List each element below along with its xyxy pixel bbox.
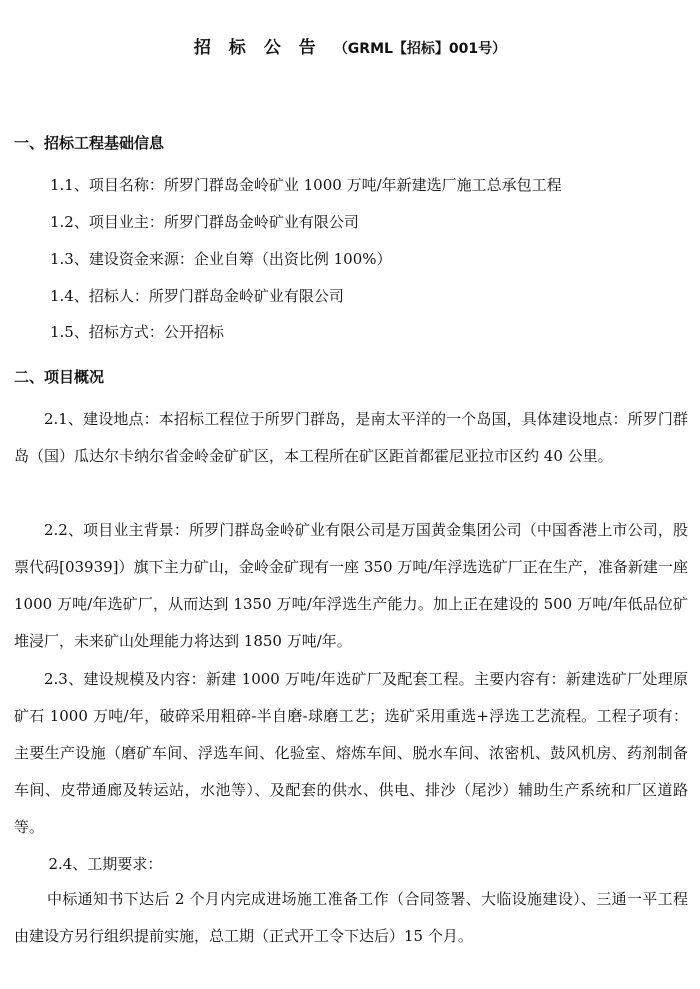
paragraph-owner-background: 2.2、项目业主背景：所罗门群岛金岭矿业有限公司是万国黄金集团公司（中国香港上市公司，股票代码[03939]）旗下主力矿山，金岭金矿现有一座 350 万吨/年浮选选矿厂正在生产，准备新建一座 1000 万吨/年选矿厂，从而达到 1350 万吨/年浮选生产能力。加上正在建设的 500 万吨/年低品位矿堆浸厂，未来矿山处理能力将达到 1850 万吨/年。 — [14, 521, 688, 650]
paragraph-schedule-heading: 2.4、工期要求： — [48, 855, 163, 873]
notice-title-main: 招标公告 — [193, 38, 334, 58]
section-2-heading: 二、项目概况 — [14, 368, 105, 386]
notice-title — [0, 36, 700, 61]
item-funding-source: 1.3、建设资金来源：企业自筹（出资比例 100%） — [50, 250, 392, 268]
paragraph-schedule: 中标通知书下达后 2 个月内完成进场施工准备工作（合同签署、大临设施建设）、三通一平工程由建设方另行组织提前实施，总工期（正式开工令下达后）15 个月。 — [14, 890, 688, 945]
item-tenderer: 1.4、招标人：所罗门群岛金岭矿业有限公司 — [50, 287, 344, 305]
item-project-name: 1.1、项目名称：所罗门群岛金岭矿业 1000 万吨/年新建选厂施工总承包工程 — [50, 176, 562, 194]
item-project-owner: 1.2、项目业主：所罗门群岛金岭矿业有限公司 — [50, 213, 359, 231]
paragraph-scale-content: 2.3、建设规模及内容：新建 1000 万吨/年选矿厂及配套工程。主要内容有：新建选矿厂处理原矿石 1000 万吨/年，破碎采用粗碎-半自磨-球磨工艺；选矿采用重选+浮选工艺流程。工程子项有：主要生产设施（磨矿车间、浮选车间、化验室、熔炼车间、脱水车间、浓密机、鼓风机房、药剂制备车间、皮带通廊及转运站，水池等）、及配套的供水、供电、排沙（尾沙）辅助生产系统和厂区道路等。 — [14, 670, 688, 836]
section-1-heading: 一、招标工程基础信息 — [14, 134, 165, 152]
paragraph-location: 2.1、建设地点：本招标工程位于所罗门群岛，是南太平洋的一个岛国，具体建设地点：所罗门群岛（国）瓜达尔卡纳尔省金岭金矿矿区，本工程所在矿区距首都霍尼亚拉市区约 40 公里。 — [14, 410, 688, 465]
notice-number: （GRML【招标】001号） — [333, 41, 507, 57]
item-tender-method: 1.5、招标方式：公开招标 — [50, 323, 224, 341]
